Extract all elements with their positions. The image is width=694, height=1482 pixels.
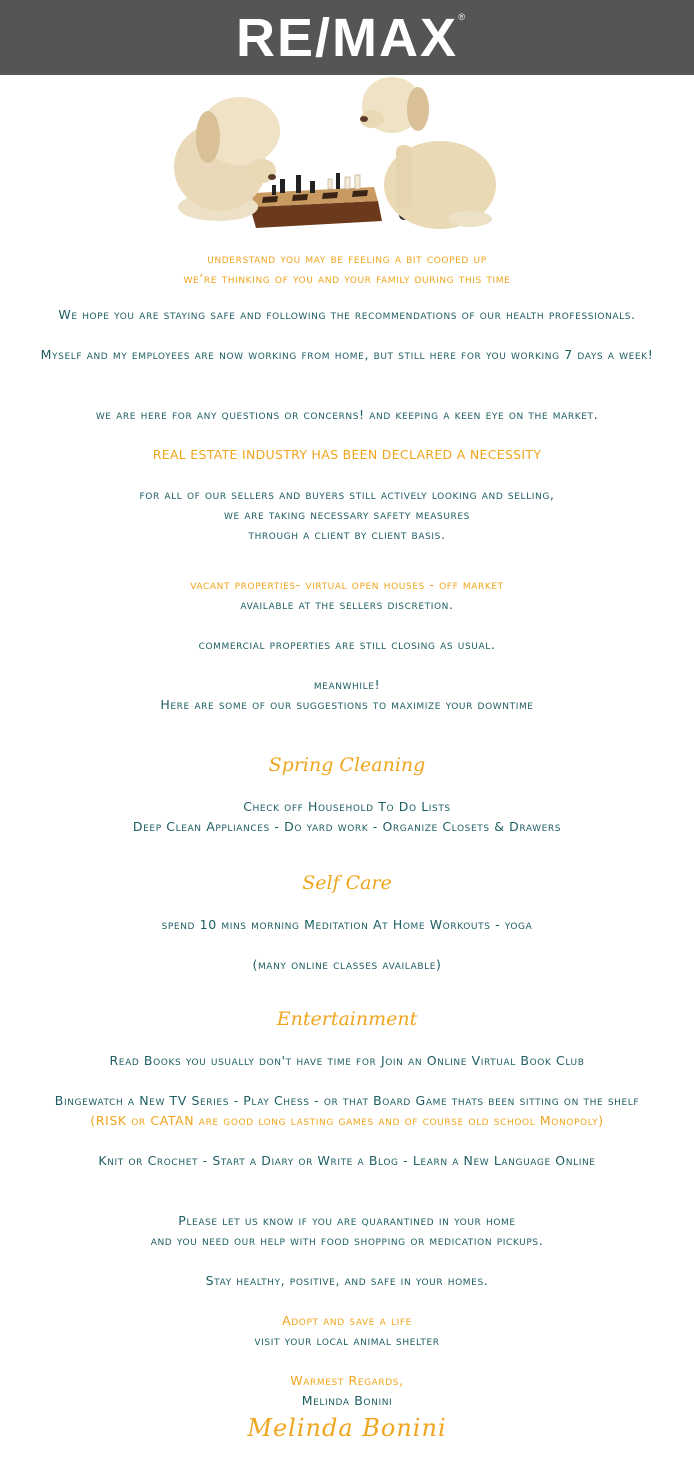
intro-line-2: we’re thinking of you and your family during this time: [183, 271, 511, 286]
stay-healthy-line: Stay healthy, positive, and safe in your homes.: [205, 1273, 489, 1288]
closing-greeting: Warmest Regards,: [290, 1373, 404, 1388]
questions-line: we are here for any questions or concerns! and keeping a keen eye on the market.: [95, 407, 599, 422]
vacant-properties-line: vacant properties- virtual open houses - off market: [190, 577, 504, 592]
suggestions-line: Here are some of our suggestions to maximize your downtime: [160, 697, 534, 712]
email-header: [0, 0, 694, 75]
bingewatch-line: Bingewatch a New TV Series - Play Chess - or that Board Game thats been sitting on the shelf: [54, 1093, 640, 1108]
meanwhile-line: meanwhile!: [313, 677, 381, 692]
remax-logo[interactable]: [235, 7, 467, 68]
board-games-line: (RISK or CATAN are good long lasting games and of course old school Monopoly): [90, 1113, 604, 1128]
entertainment-heading: Entertainment: [276, 1008, 418, 1030]
sellers-buyers-line: for all of our sellers and buyers still actively looking and selling,: [139, 487, 555, 502]
safety-measures-line: we are taking necessary safety measures: [224, 507, 470, 522]
client-basis-line: through a client by client basis.: [248, 527, 446, 542]
quarantine-help-line-1: Please let us know if you are quarantined in your home: [178, 1213, 516, 1228]
intro-line-1: understand you may be feeling a bit cooped up: [207, 251, 487, 266]
read-books-line: Read Books you usually don't have time for Join an Online Virtual Book Club: [109, 1053, 585, 1068]
sellers-discretion-line: available at the sellers discretion.: [240, 597, 454, 612]
online-classes-line: (many online classes available): [252, 957, 442, 972]
industry-necessity-line: REAL ESTATE INDUSTRY HAS BEEN DECLARED A NECESSITY: [152, 447, 542, 462]
commercial-properties-line: commercial properties are still closing as usual.: [198, 637, 496, 652]
working-from-home-line: Myself and my employees are now working from home, but still here for you working 7 days a week!: [40, 347, 654, 362]
safety-line: We hope you are staying safe and following the recommendations of our health professionals.: [58, 307, 636, 322]
email-body: [0, 235, 694, 1443]
household-todo-line: Check off Household To Do Lists: [243, 799, 451, 814]
trademark-symbol: ®: [458, 11, 467, 22]
sender-name: Melinda Bonini: [301, 1393, 393, 1408]
knit-crochet-line: Knit or Crochet - Start a Diary or Write a Blog - Learn a New Language Online: [98, 1153, 596, 1168]
meditation-line: spend 10 mins morning Meditation At Home Workouts - yoga: [161, 917, 533, 932]
adopt-line: Adopt and save a life: [282, 1313, 412, 1328]
deep-clean-line: Deep Clean Appliances - Do yard work - Organize Closets & Drawers: [132, 819, 562, 834]
puppies-playing-chess-image: [0, 75, 694, 235]
quarantine-help-line-2: and you need our help with food shopping or medication pickups.: [150, 1233, 544, 1248]
brand-name: RE/MAX: [235, 7, 458, 68]
spring-cleaning-heading: Spring Cleaning: [268, 754, 426, 776]
animal-shelter-line: visit your local animal shelter: [254, 1333, 440, 1348]
signature: Melinda Bonini: [247, 1414, 447, 1442]
self-care-heading: Self Care: [302, 872, 392, 894]
